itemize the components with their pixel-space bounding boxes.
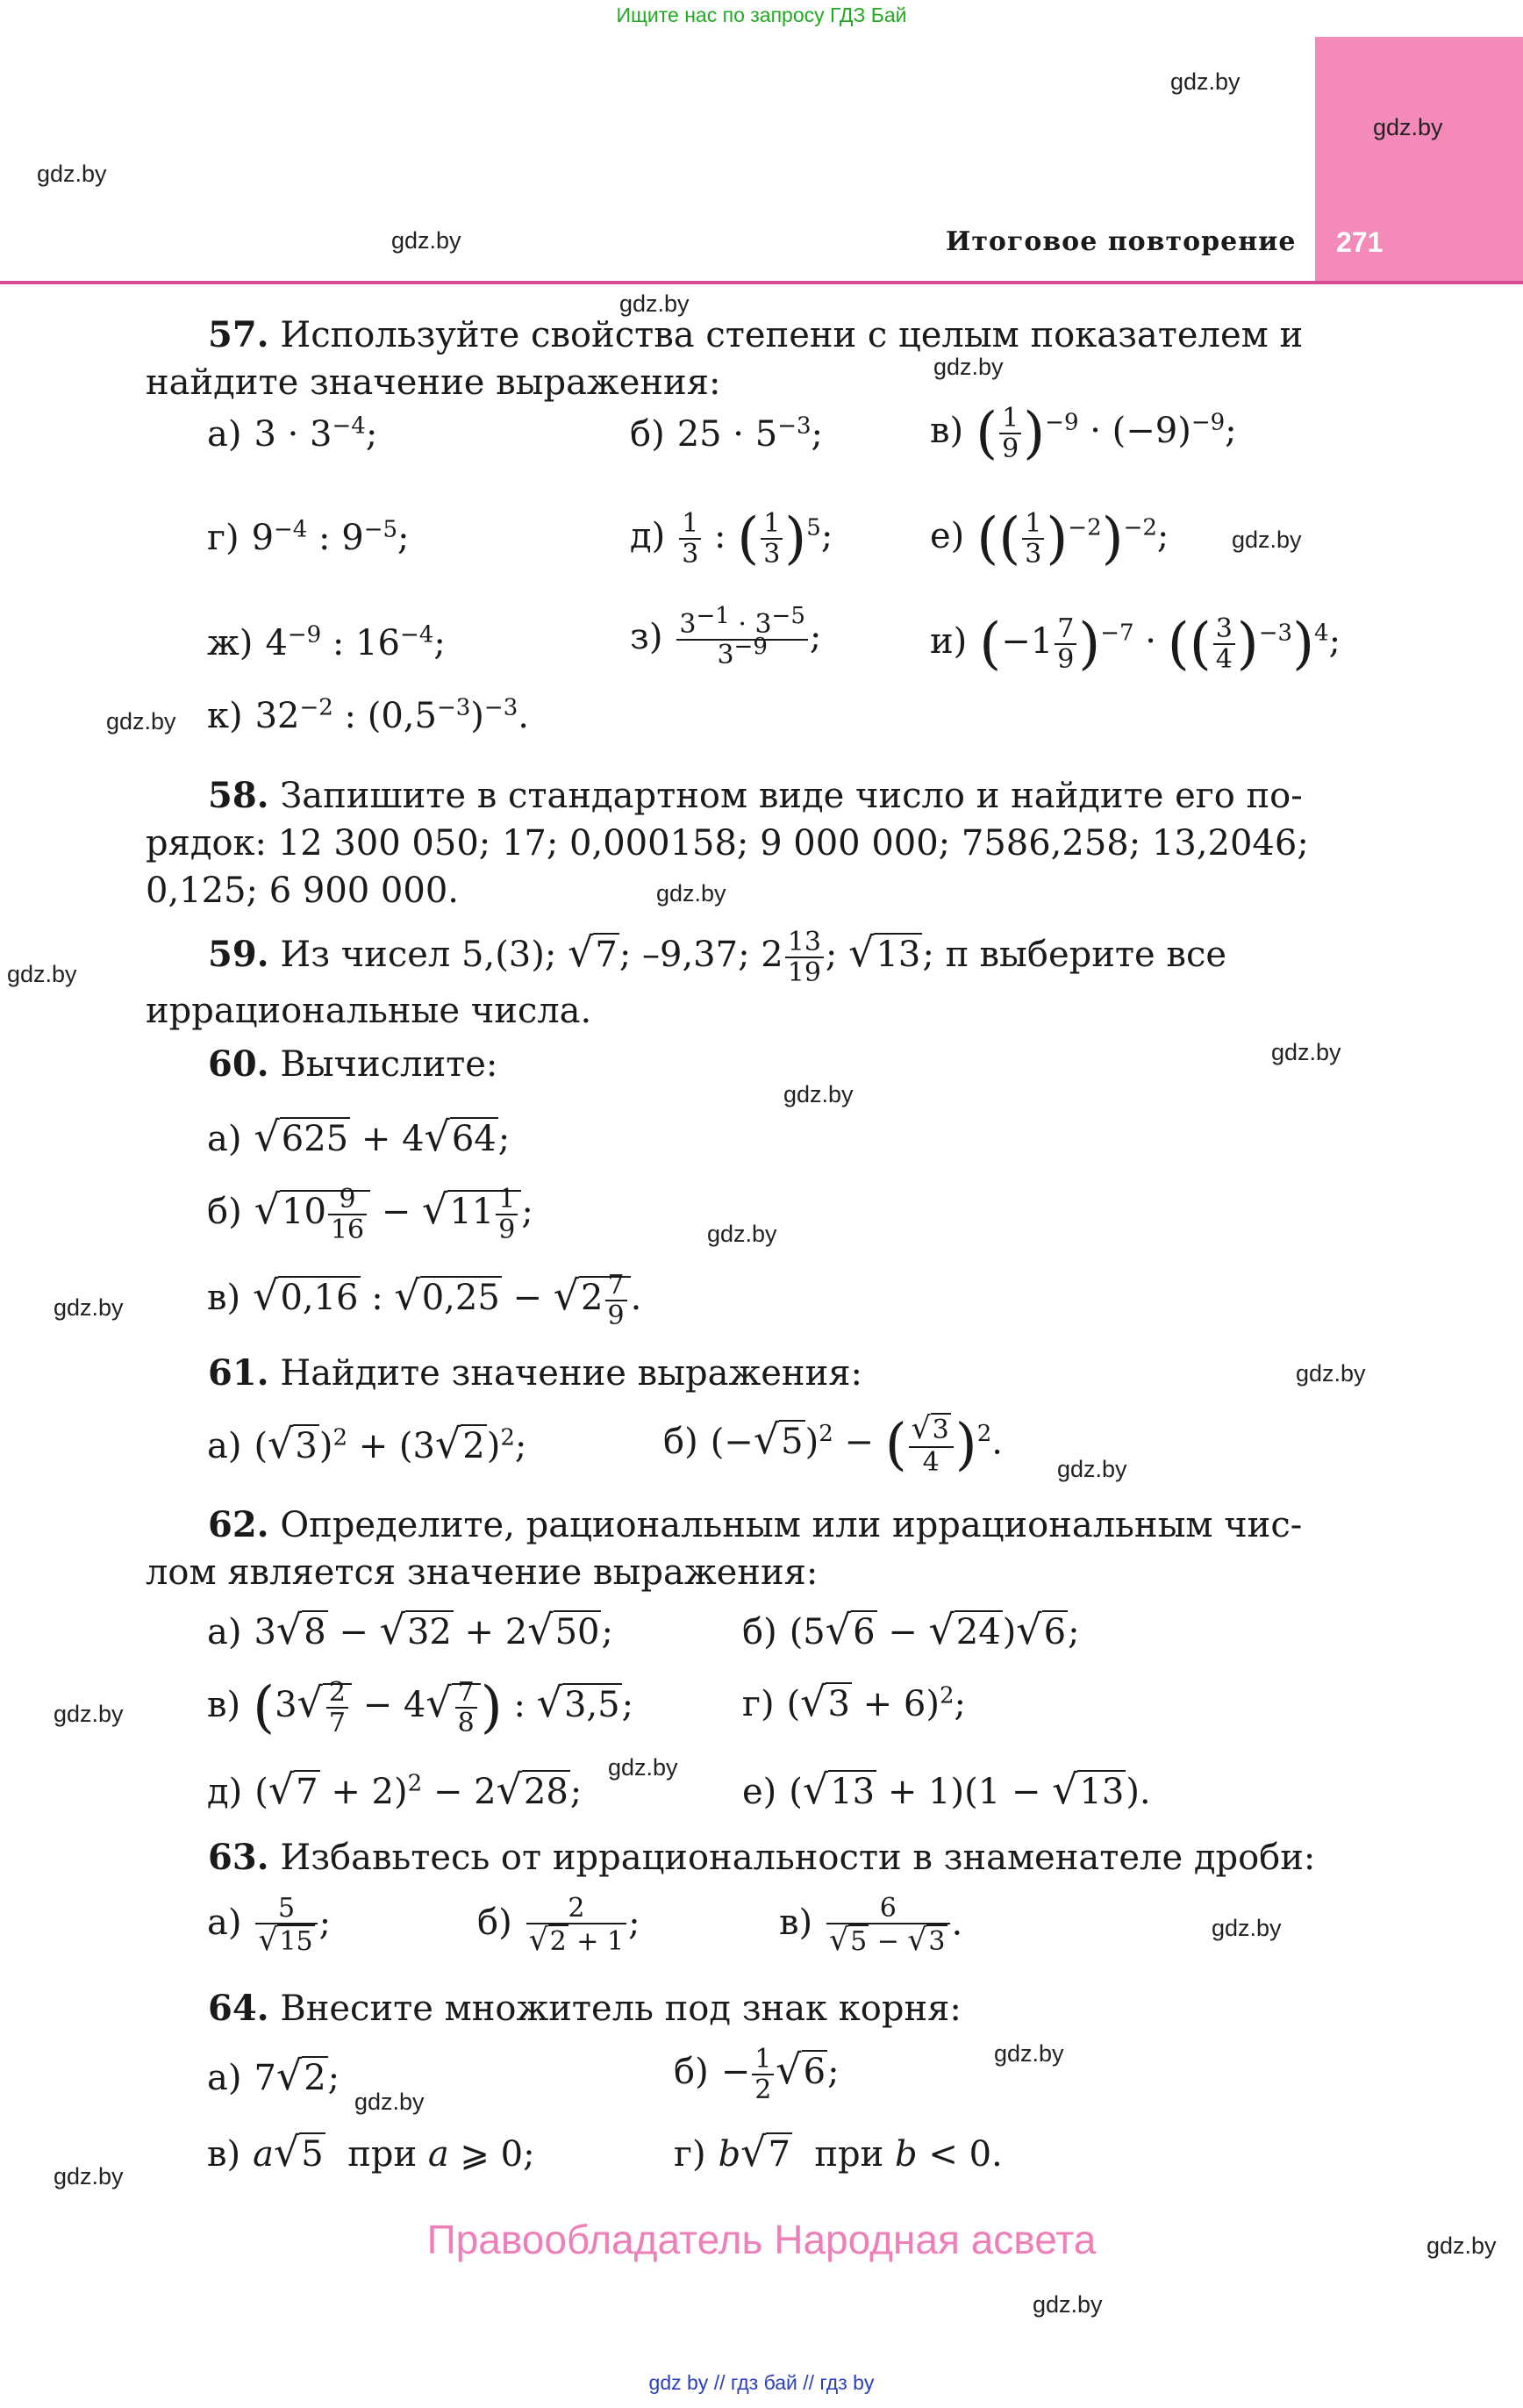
task-text: найдите значение выражения:: [146, 362, 721, 403]
task-text: Используйте свойства степени с целым показателем и: [280, 315, 1304, 355]
expr-62d: д) $(√7 + 2)^2 - 2√28$;: [207, 1766, 583, 1813]
expr-57i: и) (−1 $\frac{7}{9}$ )$^{-7}$ · (( $\frac{3}{4}$ )$^{-3}$)$^4$;: [930, 612, 1341, 677]
expr-60b: б) √10 $\frac{9}{16}$ − √11 $\frac{1}{9}$ ;: [207, 1184, 533, 1245]
watermark: gdz.by: [391, 227, 461, 254]
watermark: gdz.by: [1033, 2291, 1103, 2318]
task-number: 62.: [208, 1504, 269, 1545]
expr-62v: в) (3√ $\frac{2}{7}$ − 4√ $\frac{7}{8}$ ) : √3,5;: [207, 1675, 634, 1740]
watermark: gdz.by: [933, 354, 1004, 380]
expr-62a: а) 3√8 − √32 + 2√50;: [207, 1606, 613, 1653]
task-text: Определите, рациональным или иррациональным чис-: [280, 1505, 1303, 1545]
watermark: gdz.by: [54, 1701, 124, 1727]
expr-57d: д) $\frac{1}{3}$ : ( $\frac{1}{3}$ )$^5$;: [630, 506, 833, 571]
watermark: gdz.by: [54, 2163, 124, 2189]
expr-64g: г) b√7 при b < 0.: [674, 2128, 1003, 2175]
expr-64b: б) − $\frac{1}{2}$ √6;: [674, 2044, 840, 2105]
expr-57b: б) $25 \cdot 5^{-3}$;: [630, 412, 823, 455]
watermark: gdz.by: [54, 1294, 124, 1321]
watermark: gdz.by: [1212, 1915, 1282, 1941]
watermark: gdz.by: [608, 1754, 678, 1781]
expr-57v: в) ( $\frac{1}{9}$ )$^{-9} \cdot (-9)^{-9}$;: [930, 401, 1237, 466]
watermark: gdz.by: [783, 1081, 854, 1107]
task-text: Запишите в стандартном виде число и найдите его по-: [280, 776, 1303, 816]
expr-62e: е) (√13 + 1)(1 − √13).: [742, 1766, 1151, 1813]
watermark: gdz.by: [7, 961, 77, 987]
task-number: 59.: [208, 934, 269, 975]
expr-60v: в) √0,16 : √0,25 − √2 $\frac{7}{9}$ .: [207, 1270, 642, 1331]
watermark: gdz.by: [1232, 527, 1302, 553]
top-note: Ищите нас по запросу ГДЗ Бай: [616, 4, 907, 26]
watermark: gdz.by: [1057, 1456, 1127, 1482]
watermark: gdz.by: [354, 2089, 425, 2115]
task-61: [146, 1350, 1316, 1397]
expr-62g: г) $(√3 + 6)^2$;: [742, 1678, 966, 1725]
task-text: лом является значение выражения:: [146, 1552, 819, 1593]
watermark: gdz.by: [106, 708, 176, 735]
expr-63b: б) $\frac{2}{√2 + 1}$ ;: [477, 1893, 640, 1958]
task-59: 59. Из чисел 5,(3); √7; –9,37; 2 $\frac{13}{19}$ ; √13; π выберите все иррациональные числа.: [146, 928, 1316, 1035]
task-62: [146, 1501, 1316, 1596]
watermark: gdz.by: [1271, 1039, 1341, 1065]
task-number: 57.: [208, 314, 269, 355]
expr-63a: а) $\frac{5}{√15}$ ;: [207, 1893, 332, 1958]
task-63: [146, 1834, 1316, 1881]
expr-64v: в) a√5 при a ⩾ 0;: [207, 2128, 535, 2175]
watermark: gdz.by: [656, 880, 726, 907]
watermark: gdz.by: [707, 1221, 777, 1247]
task-text: Вычислите:: [280, 1044, 498, 1085]
task-number: 63.: [208, 1837, 269, 1878]
watermark: gdz.by: [619, 290, 690, 317]
expr-61b: б) $(-√5)^2$ − ( $\frac{√3}{4}$ )$^2$.: [663, 1411, 1003, 1478]
expr-57g: г) $9^{-4}$ : $9^{-5}$;: [207, 516, 410, 558]
expr-57k: к) $32^{-2}$ : $(0,5^{-3})^{-3}$.: [207, 694, 529, 736]
expr-62b: б) (5√6 − √24)√6;: [742, 1606, 1080, 1653]
header-rule: [0, 281, 1523, 284]
expr-60a: а) √625 + 4√64;: [207, 1113, 511, 1160]
expr-57a: а) $3 \cdot 3^{-4}$;: [207, 412, 378, 455]
copyright-footer: Правообладатель Народная асвета: [426, 2217, 1097, 2262]
expr-57e: е) (( $\frac{1}{3}$ )$^{-2}$)$^{-2}$;: [930, 506, 1169, 571]
task-text: Избавьтесь от иррациональности в знаменателе дроби:: [280, 1838, 1316, 1878]
page-number: 271: [1336, 226, 1384, 258]
watermark: gdz.by: [1296, 1360, 1366, 1387]
task-text: рядок: 12 300 050; 17; 0,000158; 9 000 000; 7586,258; 13,2046;: [146, 823, 1309, 864]
task-number: 58.: [208, 775, 269, 816]
task-number: 61.: [208, 1352, 269, 1394]
task-text: Внесите множитель под знак корня:: [280, 1989, 962, 2029]
watermark: gdz.by: [994, 2040, 1064, 2067]
expr-61a: а) $(√3)^2 + (3√2)^2$;: [207, 1420, 527, 1467]
watermark: gdz.by: [1170, 68, 1241, 95]
expr-57zh: ж) $4^{-9}$ : $16^{-4}$;: [207, 621, 446, 663]
watermark: gdz.by: [37, 161, 107, 187]
bottom-links[interactable]: gdz by // гдз бай // гдз by: [648, 2371, 875, 2394]
task-text: иррациональные числа.: [146, 991, 592, 1031]
task-text: 0,125; 6 900 000.: [146, 871, 459, 911]
task-64: [146, 1985, 1316, 2032]
expr-57z: з) $\frac{3^{-1} \cdot 3^{-5}}{3^{-9}}$ ;: [630, 603, 822, 670]
task-58: [146, 772, 1316, 914]
task-57: [146, 312, 1316, 406]
expr-64a: а) 7√2;: [207, 2052, 340, 2099]
task-60: [146, 1041, 1316, 1088]
task-number: 64.: [208, 1988, 269, 2029]
watermark: gdz.by: [1373, 114, 1443, 140]
task-text: Найдите значение выражения:: [280, 1353, 862, 1394]
watermark: gdz.by: [1426, 2232, 1497, 2259]
expr-63v: в) $\frac{6}{√5 - √3}$ .: [779, 1893, 963, 1958]
task-number: 60.: [208, 1043, 269, 1085]
section-title: Итоговое повторение: [946, 226, 1297, 257]
